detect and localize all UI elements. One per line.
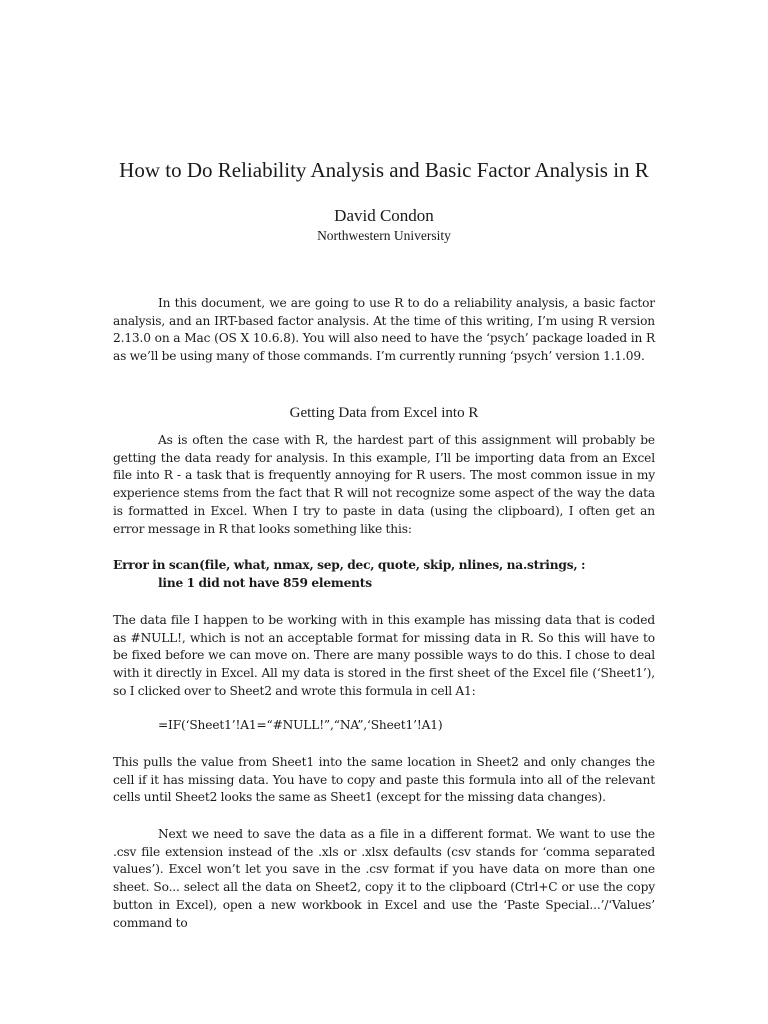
body-paragraph: As is often the case with R, the hardest part of this assignment will probably be getting the data ready for analysis. In this example, I’ll be importing data from an Excel file into R - a task that is frequently annoying for R users. The most common issue in my experience stems from the fact that R will not recognize some aspect of the way the data is formatted in Excel. When I try to paste in data (using the clipboard), I often get an error message in R that looks something like this: bbox=[113, 433, 655, 536]
error-line: Error in scan(file, what, nmax, sep, dec, quote, skip, nlines, na.strings, : bbox=[113, 558, 586, 572]
error-line: line 1 did not have 859 elements bbox=[158, 575, 372, 590]
document-title: How to Do Reliability Analysis and Basic Factor Analysis in R bbox=[119, 158, 649, 182]
error-message-block bbox=[113, 557, 673, 592]
intro-paragraph: In this document, we are going to use R to do a reliability analysis, a basic factor analysis, and an IRT-based factor analysis. At the time of this writing, I’m using R version 2.13.0 on a Mac (OS X 10.6.8). You will also need to have the ‘psych’ package loaded in R as we’ll be using many of those commands. I’m currently running ‘psych’ version 1.1.09. bbox=[113, 296, 655, 364]
author-affiliation: Northwestern University bbox=[317, 228, 451, 243]
section-heading: Getting Data from Excel into R bbox=[289, 405, 479, 421]
body-paragraph: The data file I happen to be working with in this example has missing data that is coded as #NULL!, which is not an acceptable format for missing data in R. So this will have to be fixed before we can move on. There are many possible ways to do this. I chose to deal with it directly in Excel. All my data is stored in the first sheet of the Excel file (‘Sheet1’), so I clicked over to Sheet2 and wrote this formula in cell A1: bbox=[113, 613, 655, 698]
body-paragraph: This pulls the value from Sheet1 into the same location in Sheet2 and only changes the cell if it has missing data. You have to copy and paste this formula into all of the relevant cells until Sheet2 looks the same as Sheet1 (except for the missing data changes). bbox=[113, 755, 655, 805]
body-paragraph: Next we need to save the data as a file in a different format. We want to use the .csv file extension instead of the .xls or .xlsx defaults (csv stands for ‘comma separated values’). Excel won’t let you save in the .csv format if you have data on more than one sheet. So... select all the data on Sheet2, copy it to the clipboard (Ctrl+C or use the copy button in Excel), open a new workbook in Excel and use the ‘Paste Special...’/‘Values’ command to bbox=[113, 827, 655, 930]
author-name: David Condon bbox=[334, 206, 434, 225]
excel-formula: =IF(‘Sheet1’!A1=“#NULL!”,“NA”,‘Sheet1’!A1) bbox=[158, 718, 443, 732]
